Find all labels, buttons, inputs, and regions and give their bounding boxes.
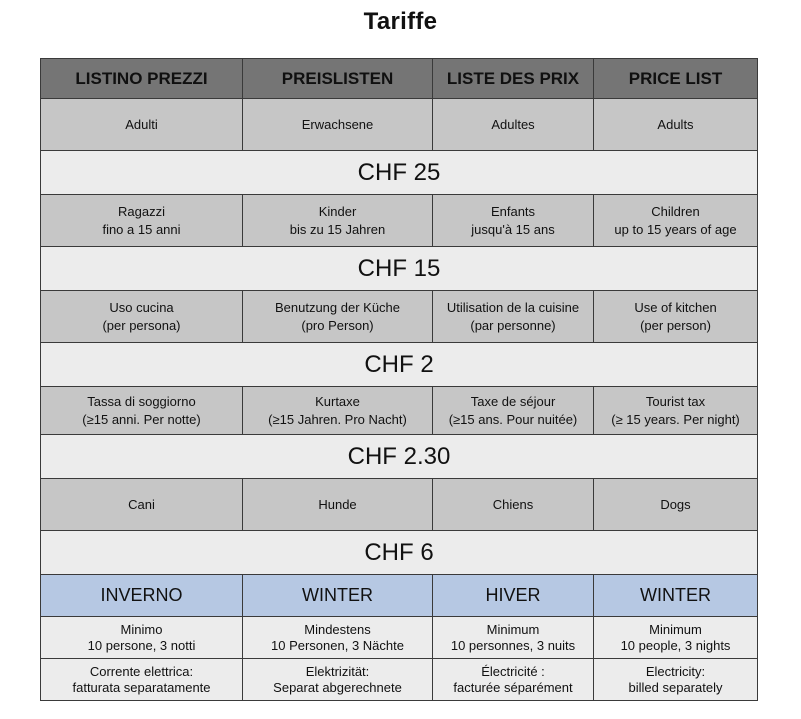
children-price: CHF 15 — [41, 247, 758, 291]
adults-row — [41, 99, 758, 151]
page-title: Tariffe — [363, 8, 438, 35]
dogs-label-it: Cani — [41, 479, 243, 531]
adults-label-it: Adulti — [41, 99, 243, 151]
dogs-label-en: Dogs — [594, 479, 758, 531]
kitchen-price: CHF 2 — [41, 343, 758, 387]
children-label-en: Children up to 15 years of age — [594, 195, 758, 247]
electricity-en: Electricity: billed separately — [594, 659, 758, 701]
header-it: LISTINO PREZZI — [41, 59, 243, 99]
dogs-label-fr: Chiens — [433, 479, 594, 531]
tax-label-it: Tassa di soggiorno (≥15 anni. Per notte) — [41, 387, 243, 435]
season-it: INVERNO — [41, 575, 243, 617]
tax-price-row — [41, 435, 758, 479]
adults-price: CHF 25 — [41, 151, 758, 195]
dogs-price: CHF 6 — [41, 531, 758, 575]
dogs-price-row — [41, 531, 758, 575]
header-row — [41, 59, 758, 99]
electricity-fr: Électricité : facturée séparément — [433, 659, 594, 701]
children-label-it: Ragazzi fino a 15 anni — [41, 195, 243, 247]
tax-price: CHF 2.30 — [41, 435, 758, 479]
adults-price-row — [41, 151, 758, 195]
children-row — [41, 195, 758, 247]
children-label-fr: Enfants jusqu'à 15 ans — [433, 195, 594, 247]
kitchen-label-en: Use of kitchen (per person) — [594, 291, 758, 343]
header-de: PREISLISTEN — [243, 59, 433, 99]
dogs-label-de: Hunde — [243, 479, 433, 531]
children-label-de: Kinder bis zu 15 Jahren — [243, 195, 433, 247]
season-de: WINTER — [243, 575, 433, 617]
minimum-fr: Minimum 10 personnes, 3 nuits — [433, 617, 594, 659]
adults-label-fr: Adultes — [433, 99, 594, 151]
tariff-table — [40, 58, 758, 701]
electricity-de: Elektrizität: Separat abgerechnete — [243, 659, 433, 701]
season-en: WINTER — [594, 575, 758, 617]
adults-label-de: Erwachsene — [243, 99, 433, 151]
tax-label-fr: Taxe de séjour (≥15 ans. Pour nuitée) — [433, 387, 594, 435]
kitchen-row — [41, 291, 758, 343]
minimum-de: Mindestens 10 Personen, 3 Nächte — [243, 617, 433, 659]
header-fr: LISTE DES PRIX — [433, 59, 594, 99]
minimum-en: Minimum 10 people, 3 nights — [594, 617, 758, 659]
minimum-it: Minimo 10 persone, 3 notti — [41, 617, 243, 659]
kitchen-label-de: Benutzung der Küche (pro Person) — [243, 291, 433, 343]
winter-season-row — [41, 575, 758, 617]
kitchen-label-fr: Utilisation de la cuisine (par personne) — [433, 291, 594, 343]
kitchen-label-it: Uso cucina (per persona) — [41, 291, 243, 343]
tax-label-de: Kurtaxe (≥15 Jahren. Pro Nacht) — [243, 387, 433, 435]
adults-label-en: Adults — [594, 99, 758, 151]
season-fr: HIVER — [433, 575, 594, 617]
electricity-it: Corrente elettrica: fatturata separatamente — [41, 659, 243, 701]
children-price-row — [41, 247, 758, 291]
tax-row — [41, 387, 758, 435]
tax-label-en: Tourist tax (≥ 15 years. Per night) — [594, 387, 758, 435]
winter-minimum-row — [41, 617, 758, 659]
header-en: PRICE LIST — [594, 59, 758, 99]
winter-electricity-row — [41, 659, 758, 701]
dogs-row — [41, 479, 758, 531]
kitchen-price-row — [41, 343, 758, 387]
